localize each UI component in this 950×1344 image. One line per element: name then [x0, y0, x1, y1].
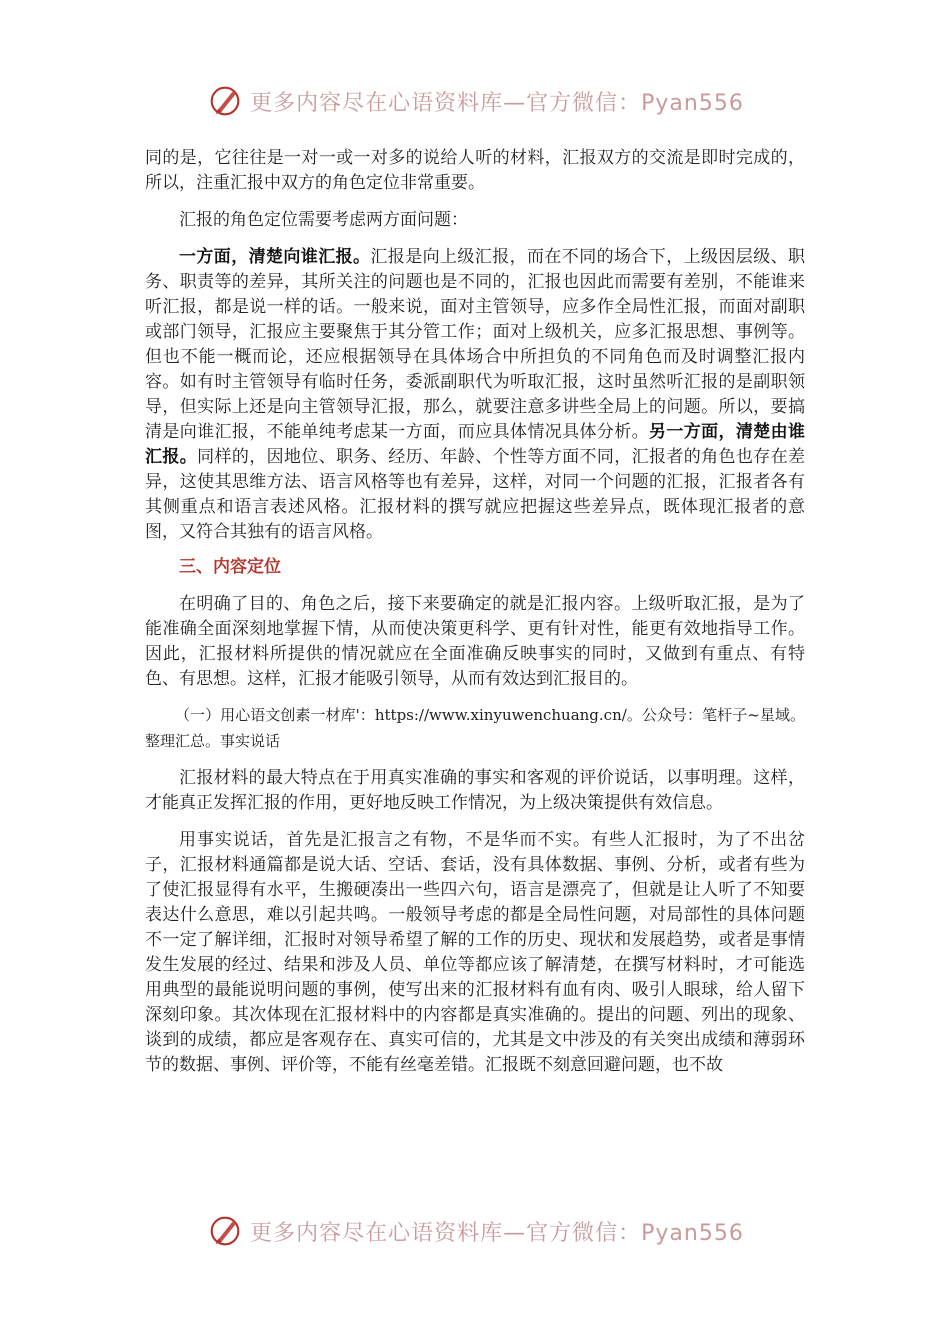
paragraph: 用事实说话，首先是汇报言之有物，不是华而不实。有些人汇报时，为了不出岔子，汇报材料通篇都是说大话、空话、套话，没有具体数据、事例、分析，或者有些为了使汇报显得有水平，生搬硬凑出一些四六句，语言是漂亮了，但就是让人听了不知要表达什么意思，难以引起共鸣。一般领导考虑的都是全局性问题，对局部性的具体问题不一定了解详细，汇报时对领导希望了解的工作的历史、现状和发展趋势，或者是事情发生发展的经过、结果和涉及人员、单位等都应该了解清楚，在撰写材料时，才可能选用典型的最能说明问题的事例，使写出来的汇报材料有血有肉、吸引人眼球，给人留下深刻印象。其次体现在汇报材料中的内容都是真实准确的。提出的问题、列出的现象、谈到的成绩，都应是客观存在、真实可信的，尤其是文中涉及的有关突出成绩和薄弱环节的数据、事例、评价等，不能有丝毫差错。汇报既不刻意回避问题，也不故 — [145, 830, 805, 1075]
bold-phrase-2: 另一方面，清楚由谁汇报。 — [145, 422, 806, 467]
pen-logo-icon — [206, 1212, 244, 1250]
bold-phrase-1: 一方面，清楚向谁汇报。 — [179, 247, 371, 267]
banner-text: 更多内容尽在心语资料库—官方微信：Pyan556 — [250, 90, 744, 116]
paragraph-text-2: 同样的，因地位、职务、经历、年龄、个性等方面不同，汇报者的角色也存在差异，这使其思维方法、语言风格等也有差异，这样，对同一个问题的汇报，汇报者各有其侧重点和语言表述风格。汇报材料的撰写就应把握这些差异点，既体现汇报者的意图，又符合其独有的语言风格。 — [145, 447, 806, 542]
paragraph: 同的是，它往往是一对一或一对多的说给人听的材料，汇报双方的交流是即时完成的，所以，注重汇报中双方的角色定位非常重要。 — [145, 148, 805, 193]
subheading-with-source: （一）用心语文创素一材库'：https://www.xinyuwenchuang.cn/。公众号：笔杆子~星域。整理汇总。事实说话 — [145, 706, 805, 750]
paragraph: 汇报的角色定位需要考虑两方面问题： — [179, 210, 468, 230]
paragraph: 汇报材料的最大特点在于用真实准确的事实和客观的评价说话，以事明理。这样，才能真正发挥汇报的作用，更好地反映工作情况，为上级决策提供有效信息。 — [145, 768, 805, 813]
paragraph-text-1: 汇报是向上级汇报，而在不同的场合下，上级因层级、职务、职责等的差异，其所关注的问题也是不同的，汇报也因此而需要有差别，不能谁来听汇报，都是说一样的话。一般来说，面对主管领导，应多作全局性汇报，而面对副职或部门领导，汇报应主要聚焦于其分管工作；面对上级机关，应多汇报思想、事例等。但也不能一概而论，还应根据领导在具体场合中所担负的不同角色而及时调整汇报内容。如有时主管领导有临时任务，委派副职代为听取汇报，这时虽然听汇报的是副职领导，但实际上还是向主管领导汇报，那么，就要注意多讲些全局上的问题。所以，要搞清是向谁汇报，不能单纯考虑某一方面，而应具体情况具体分析。 — [145, 247, 806, 442]
pen-logo-icon — [206, 82, 244, 120]
banner-text: 更多内容尽在心语资料库—官方微信：Pyan556 — [250, 1220, 744, 1246]
document-body — [145, 146, 805, 1078]
header-banner — [0, 82, 950, 122]
footer-banner — [0, 1212, 950, 1252]
section-heading: 三、内容定位 — [179, 557, 281, 577]
paragraph: 在明确了目的、角色之后，接下来要确定的就是汇报内容。上级听取汇报，是为了能准确全面深刻地掌握下情，从而使决策更科学、更有针对性，能更有效地指导工作。因此，汇报材料所提供的情况就应在全面准确反映事实的同时，又做到有重点、有特色、有思想。这样，汇报才能吸引领导，从而有效达到汇报目的。 — [145, 594, 805, 689]
paragraph-role — [145, 245, 805, 545]
